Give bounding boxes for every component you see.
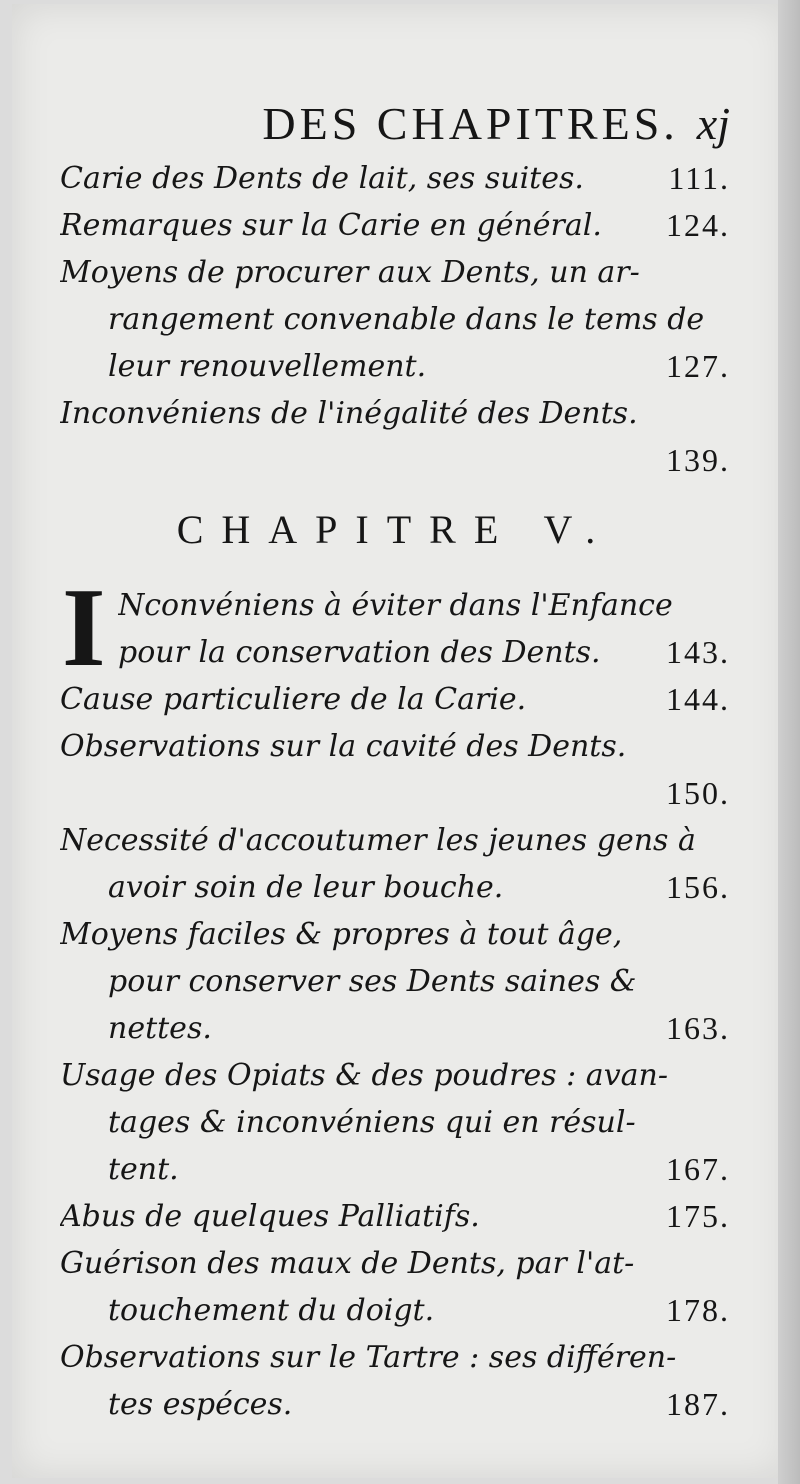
entry-line: Abus de quelques Palliatifs. bbox=[60, 1199, 480, 1234]
toc-entry bbox=[60, 582, 730, 676]
toc-chapter-v bbox=[60, 582, 730, 1428]
entry-line: avoir soin de leur bouche. bbox=[108, 870, 504, 905]
toc-entry bbox=[60, 155, 730, 202]
entry-line: Nconvéniens à éviter dans l'Enfance bbox=[118, 588, 673, 623]
entry-line: nettes. bbox=[108, 1011, 212, 1046]
page-number: 163. bbox=[666, 1010, 730, 1046]
chapter-heading: CHAPITRE V. bbox=[176, 507, 614, 552]
toc-entry bbox=[60, 1193, 730, 1240]
toc-entry bbox=[60, 390, 730, 484]
toc-entry bbox=[60, 911, 730, 1052]
page-number: 150. bbox=[666, 775, 730, 811]
page-number: 178. bbox=[666, 1292, 730, 1328]
entry-line: pour la conservation des Dents. bbox=[118, 635, 601, 670]
entry-line: leur renouvellement. bbox=[108, 349, 427, 384]
page-number: 175. bbox=[666, 1198, 730, 1234]
entry-line: Necessité d'accoutumer les jeunes gens à bbox=[60, 823, 696, 858]
page-number: 156. bbox=[666, 869, 730, 905]
toc-entry bbox=[60, 1052, 730, 1193]
toc-entry bbox=[60, 676, 730, 723]
entry-line: tages & inconvéniens qui en résul- bbox=[108, 1105, 636, 1140]
entry-line: tent. bbox=[108, 1152, 179, 1187]
entry-line: Cause particuliere de la Carie. bbox=[60, 682, 527, 717]
page-number: 167. bbox=[666, 1151, 730, 1187]
toc-top bbox=[60, 155, 730, 484]
folio: xj bbox=[696, 98, 730, 149]
entry-line: Usage des Opiats & des poudres : avan- bbox=[60, 1058, 668, 1093]
entry-line: Moyens faciles & propres à tout âge, bbox=[60, 917, 623, 952]
toc-entry bbox=[60, 817, 730, 911]
entry-line: Moyens de procurer aux Dents, un ar- bbox=[60, 255, 640, 290]
page-edge bbox=[778, 0, 800, 1484]
entry-line: Inconvéniens de l'inégalité des Dents. bbox=[60, 396, 638, 431]
entry-line: Observations sur la cavité des Dents. bbox=[60, 729, 627, 764]
entry-line: rangement convenable dans le tems de bbox=[108, 302, 705, 337]
running-header bbox=[60, 96, 740, 152]
entry-line: pour conserver ses Dents saines & bbox=[108, 964, 637, 999]
toc-entry bbox=[60, 723, 730, 817]
entry-line: Observations sur le Tartre : ses différen- bbox=[60, 1340, 677, 1375]
toc-entry bbox=[60, 202, 730, 249]
header-title: DES CHAPITRES. bbox=[262, 98, 679, 149]
page-number: 111. bbox=[668, 160, 730, 196]
entry-line: touchement du doigt. bbox=[108, 1293, 435, 1328]
toc-entry bbox=[60, 1240, 730, 1334]
toc-entry bbox=[60, 1334, 730, 1428]
page-number: 127. bbox=[666, 348, 730, 384]
entry-line: Guérison des maux de Dents, par l'at- bbox=[60, 1246, 635, 1281]
page-number: 124. bbox=[666, 207, 730, 243]
page-number: 187. bbox=[666, 1386, 730, 1422]
entry-line: tes espéces. bbox=[108, 1387, 293, 1422]
drop-cap: I bbox=[62, 566, 106, 690]
page-number: 139. bbox=[666, 442, 730, 478]
toc-entry bbox=[60, 249, 730, 390]
entry-line: Carie des Dents de lait, ses suites. bbox=[60, 161, 584, 196]
entry-line: Remarques sur la Carie en général. bbox=[60, 208, 602, 243]
page-number: 144. bbox=[666, 681, 730, 717]
page-number: 143. bbox=[666, 634, 730, 670]
